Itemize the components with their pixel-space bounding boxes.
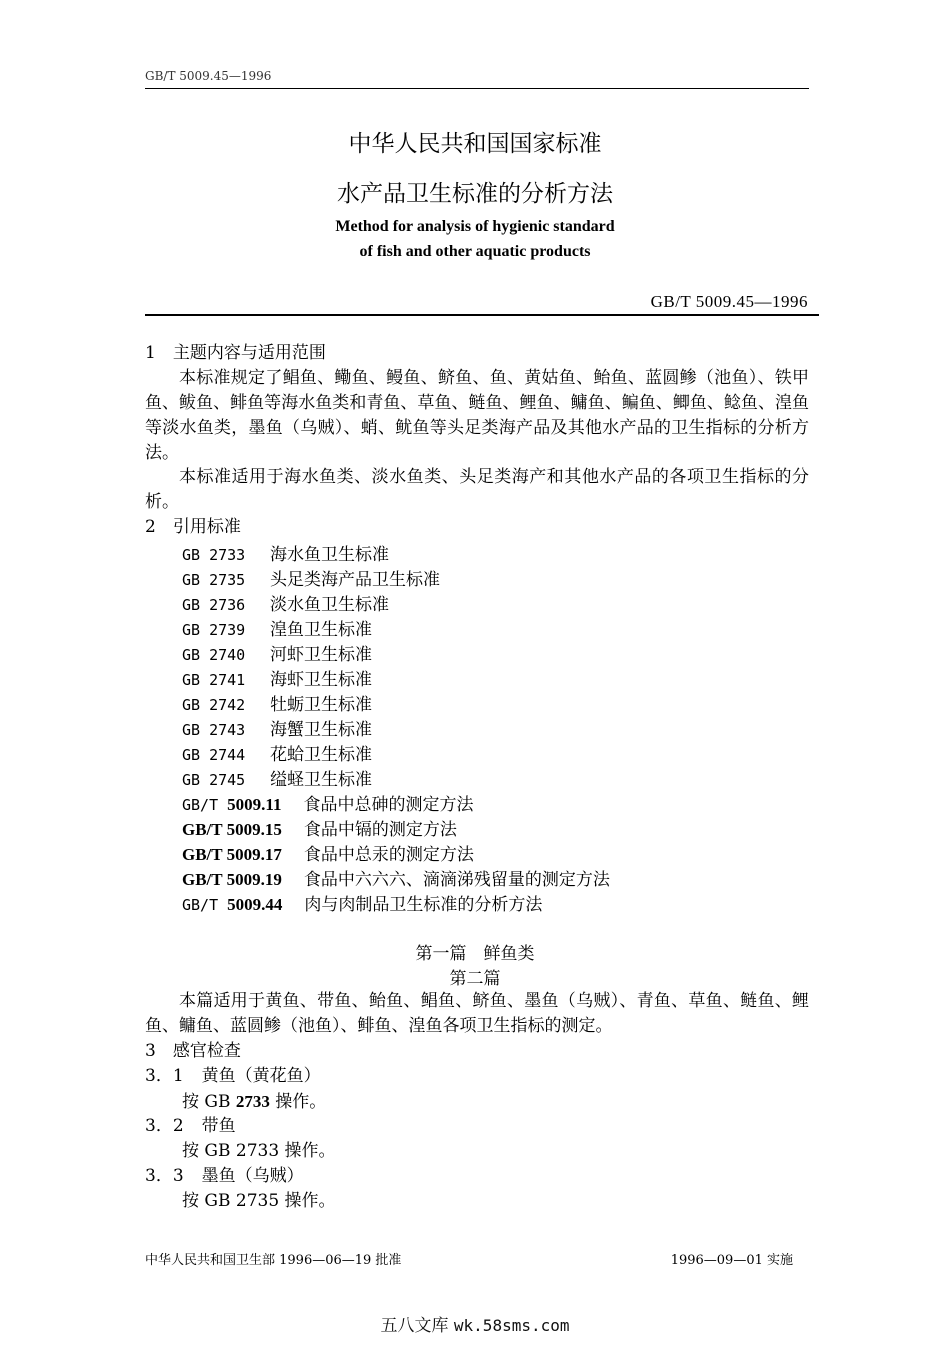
reference-title: 食品中总汞的测定方法	[303, 845, 474, 865]
subsection-heading	[145, 1064, 321, 1089]
subsection-title: 黄鱼（黄花鱼）	[201, 1066, 321, 1086]
reference-number: GB/T 5009.15	[182, 820, 282, 839]
reference-item	[182, 765, 372, 790]
section1-heading: 1 主题内容与适用范围	[145, 343, 326, 363]
operation-suffix: 操作。	[269, 1092, 327, 1112]
part-title: 第一篇 鲜鱼类	[415, 944, 535, 964]
reference-item	[182, 665, 372, 690]
subsection-operation	[182, 1139, 336, 1164]
operation-text: 按 GB 2735 操作。	[182, 1191, 336, 1211]
standard-code: GB/T 5009.45—1996	[650, 292, 808, 311]
reference-item-bold	[182, 815, 457, 840]
operation-text: 按 GB 2733 操作。	[182, 1141, 336, 1161]
subsection-title: 带鱼	[201, 1116, 236, 1136]
reference-code: GB 2742	[182, 696, 246, 714]
reference-item-bold	[182, 790, 473, 815]
reference-item	[182, 640, 372, 665]
reference-item	[182, 715, 372, 740]
watermark	[0, 1311, 950, 1336]
running-header-code: GB/T 5009.45—1996	[145, 69, 272, 83]
effective-date: 1996—09—01 实施	[670, 1253, 793, 1268]
reference-prefix: GB/T	[182, 796, 228, 814]
reference-item	[182, 540, 389, 565]
watermark-url[interactable]: wk.58sms.com	[453, 1316, 570, 1335]
reference-title: 食品中总砷的测定方法	[303, 795, 474, 815]
reference-title: 海水鱼卫生标准	[270, 545, 389, 565]
approval-note: 中华人民共和国卫生部 1996—06—19 批准	[145, 1253, 402, 1268]
standard-divider	[145, 314, 819, 316]
reference-code: GB 2739	[182, 621, 246, 639]
title-chinese: 水产品卫生标准的分析方法	[337, 181, 613, 207]
reference-item-bold	[182, 890, 542, 915]
reference-title: 食品中镉的测定方法	[303, 820, 457, 840]
reference-number: GB/T 5009.19	[182, 870, 282, 889]
header-divider	[145, 88, 809, 89]
reference-code: GB 2735	[182, 571, 246, 589]
reference-title: 肉与肉制品卫生标准的分析方法	[304, 895, 543, 915]
reference-code: GB 2736	[182, 596, 246, 614]
operation-text: 按 GB	[182, 1092, 236, 1112]
reference-item	[182, 590, 389, 615]
part-paragraph: 本篇适用于黄鱼、带鱼、鲐鱼、鲳鱼、鲚鱼、墨鱼（乌贼）、青鱼、草鱼、鲢鱼、鲤鱼、鳙鱼、蓝圆鲹（池鱼）、鲱鱼、湟鱼各项卫生指标的测定。	[145, 991, 809, 1036]
operation-code: 2733	[235, 1092, 270, 1111]
reference-title: 湟鱼卫生标准	[270, 620, 372, 640]
section1-paragraph2: 本标准适用于海水鱼类、淡水鱼类、头足类海产和其他水产品的各项卫生指标的分析。	[145, 467, 809, 512]
subsection-heading	[145, 1114, 236, 1139]
reference-title: 花蛤卫生标准	[270, 745, 372, 765]
subsection-title: 墨鱼（乌贼）	[201, 1166, 304, 1186]
reference-item-bold	[182, 840, 474, 865]
section2-heading: 2 引用标准	[145, 517, 241, 537]
reference-title: 海蟹卫生标准	[270, 720, 372, 740]
reference-code: GB 2744	[182, 746, 246, 764]
reference-title: 牡蛎卫生标准	[270, 695, 372, 715]
title-national-standard: 中华人民共和国国家标准	[348, 131, 602, 157]
title-english-line1: Method for analysis of hygienic standard	[335, 218, 615, 235]
reference-item	[182, 690, 372, 715]
reference-number: 5009.11	[227, 795, 282, 814]
section1-paragraph1: 本标准规定了鲳鱼、鳓鱼、鳗鱼、鲚鱼、鱼、黄姑鱼、鲐鱼、蓝圆鲹（池鱼）、铁甲鱼、鲅鱼、鲱鱼等海水鱼类和青鱼、草鱼、鲢鱼、鲤鱼、鳙鱼、鳊鱼、鲫鱼、鲶鱼、湟鱼等淡水鱼类，墨鱼（乌贼）、蛸、鱿鱼等头足类海产品及其他水产品的卫生指标的分析方法。	[145, 368, 809, 463]
reference-code: GB 2740	[182, 646, 246, 664]
reference-item	[182, 740, 372, 765]
subsection-operation	[182, 1189, 336, 1214]
subsection-operation	[182, 1089, 326, 1115]
subsection-heading	[145, 1164, 304, 1189]
reference-code: GB 2743	[182, 721, 246, 739]
reference-title: 食品中六六六、滴滴涕残留量的测定方法	[303, 870, 610, 890]
reference-title: 缢蛏卫生标准	[270, 770, 372, 790]
part-subtitle: 第二篇	[449, 969, 501, 989]
reference-item	[182, 565, 440, 590]
reference-item-bold	[182, 865, 610, 890]
section3-heading: 3 感官检查	[145, 1041, 241, 1061]
watermark-brand: 五八文库	[380, 1316, 449, 1336]
reference-number: GB/T 5009.17	[182, 845, 282, 864]
subsection-number: 3．3	[145, 1166, 184, 1186]
reference-title: 河虾卫生标准	[270, 645, 372, 665]
reference-code: GB 2741	[182, 671, 246, 689]
reference-number: 5009.44	[227, 895, 283, 914]
reference-code: GB 2733	[182, 546, 246, 564]
reference-title: 海虾卫生标准	[270, 670, 372, 690]
title-english-line2: of fish and other aquatic products	[359, 243, 591, 260]
reference-prefix: GB/T	[182, 896, 228, 914]
reference-item	[182, 615, 372, 640]
reference-title: 头足类海产品卫生标准	[270, 570, 440, 590]
subsection-number: 3．1	[145, 1066, 184, 1086]
reference-code: GB 2745	[182, 771, 246, 789]
subsection-number: 3．2	[145, 1116, 184, 1136]
reference-title: 淡水鱼卫生标准	[270, 595, 389, 615]
